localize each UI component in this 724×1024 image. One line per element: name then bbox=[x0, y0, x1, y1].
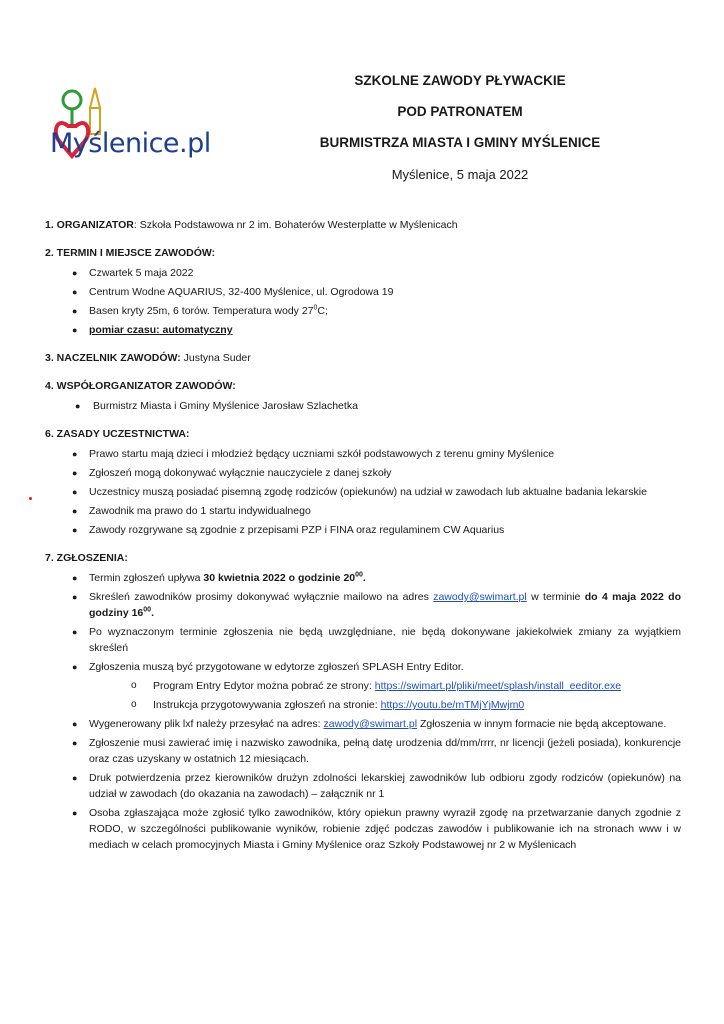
download-link[interactable]: https://swimart.pl/pliki/meet/splash/install_eeditor.exe bbox=[374, 680, 622, 692]
section-wspolorganizator bbox=[45, 378, 681, 414]
list-item: ● Skreśleń zawodników prosimy dokonywać wyłącznie mailowo na adres zawody@swimart.pl w terminie do 4 maja 2022 do godziny $16^{00}$. bbox=[72, 591, 681, 619]
email-link[interactable]: zawody@swimart.pl bbox=[323, 718, 418, 730]
section-termin bbox=[45, 245, 681, 338]
section-organizator bbox=[45, 217, 681, 233]
section-text: : Szkoła Podstawowa nr 2 im. Bohaterów Westerplatte w Myślenicach bbox=[133, 219, 458, 231]
list-item: ● Czwartek 5 maja 2022 bbox=[72, 267, 194, 279]
document-body bbox=[45, 217, 681, 865]
sub-list-item: o Program Entry Edytor można pobrać ze strony: https://swimart.pl/pliki/meet/splash/install_eeditor.exe bbox=[131, 680, 622, 692]
list-item: ● pomiar czasu: automatyczny bbox=[72, 324, 233, 336]
title-line-3: BURMISTRZA MIASTA I GMINY MYŚLENICE bbox=[319, 135, 601, 150]
section-title: 2. TERMIN I MIEJSCE ZAWODÓW: bbox=[45, 247, 216, 259]
title-line-2: POD PATRONATEM bbox=[397, 104, 523, 119]
list-item: ● Termin zgłoszeń upływa 30 kwietnia 2022 o godzinie $20^{00}$. bbox=[72, 571, 366, 584]
tree-icon bbox=[63, 91, 81, 109]
list-item: ● Centrum Wodne AQUARIUS, 32-400 Myślenice, ul. Ogrodowa 19 bbox=[72, 286, 394, 298]
section-text: Justyna Suder bbox=[180, 352, 251, 364]
list-item: ● Po wyznaczonym terminie zgłoszenia nie będą uwzględniane, nie będą dokonywane jakiekolwiek zmiany za wyjątkiem skreśleń bbox=[72, 626, 681, 654]
email-link[interactable]: zawody@swimart.pl bbox=[433, 591, 527, 603]
section-title: 6. ZASADY UCZESTNICTWA: bbox=[45, 428, 190, 440]
logo-text: Myślenice.pl bbox=[50, 128, 211, 159]
list-item: ● Osoba zgłaszająca może zgłosić tylko zawodników, który opiekun prawny wyraził zgodę na przetwarzanie danych zgodnie z RODO, w szczególności publikowanie wyników, robienie zdjęć podczas zawodów i publikowanie ich na stronach www i w mediach w celach promocyjnych Miasta i Gminy Myślenice oraz Szkoły Podstawowej nr 2 w Myślenicach bbox=[72, 807, 681, 851]
list-item: ● Zgłoszenie musi zawierać imię i nazwisko zawodnika, pełną datę urodzenia dd/mm/rrrr, nr licencji (jeżeli posiada), konkurencje oraz czas uzyskany w ostatnich 12 miesiącach. bbox=[72, 737, 681, 765]
list-item: ● Zgłoszeń mogą dokonywać wyłącznie nauczyciele z danej szkoły bbox=[72, 467, 392, 479]
section-zgloszenia bbox=[45, 550, 681, 853]
margin-mark bbox=[29, 497, 32, 500]
title-line-1: SZKOLNE ZAWODY PŁYWACKIE bbox=[354, 73, 566, 88]
section-naczelnik bbox=[45, 350, 681, 366]
section-zasady bbox=[45, 426, 681, 538]
list-item: ● Uczestnicy muszą posiadać pisemną zgodę rodziców (opiekunów) na udział w zawodach lub aktualne badania lekarskie bbox=[72, 486, 647, 498]
document-date: Myślenice, 5 maja 2022 bbox=[391, 167, 529, 182]
section-title: 1. ORGANIZATOR bbox=[45, 219, 134, 231]
list-item: ● Basen kryty 25m, 6 torów. Temperatura wody $27^0C$; bbox=[72, 304, 328, 317]
list-item: ● Zawody rozgrywane są zgodnie z przepisami PZP i FINA oraz regulaminem CW Aquarius bbox=[72, 524, 505, 536]
section-title: 7. ZGŁOSZENIA: bbox=[45, 552, 128, 564]
section-title: 4. WSPÓŁORGANIZATOR ZAWODÓW: bbox=[45, 380, 236, 392]
list-item: ● Zgłoszenia muszą być przygotowane w edytorze zgłoszeń SPLASH Entry Editor. bbox=[72, 661, 464, 673]
section-title: 3. NACZELNIK ZAWODÓW: bbox=[45, 352, 181, 364]
list-item: ● Druk potwierdzenia przez kierowników drużyn zdolności lekarskiej zawodników lub odbioru zgody rodziców (opiekunów) na udział w zawodach (do okazania na zawodach) – załącznik nr 1 bbox=[72, 772, 681, 800]
list-item: ● Zawodnik ma prawo do 1 startu indywidualnego bbox=[72, 505, 311, 517]
video-link[interactable]: https://youtu.be/mTMjYjMwjm0 bbox=[380, 699, 525, 711]
list-item: ● Wygenerowany plik lxf należy przesyłać na adres: zawody@swimart.pl Zgłoszenia w innym formacie nie będą akceptowane. bbox=[72, 718, 667, 730]
sub-list-item: o Instrukcja przygotowywania zgłoszeń na stronie: https://youtu.be/mTMjYjMwjm0 bbox=[131, 699, 525, 711]
list-item: ● Burmistrz Miasta i Gminy Myślenice Jarosław Szlachetka bbox=[75, 400, 358, 412]
list-item: ● Prawo startu mają dzieci i młodzież będący uczniami szkół podstawowych z terenu gminy Myślenice bbox=[72, 448, 555, 460]
